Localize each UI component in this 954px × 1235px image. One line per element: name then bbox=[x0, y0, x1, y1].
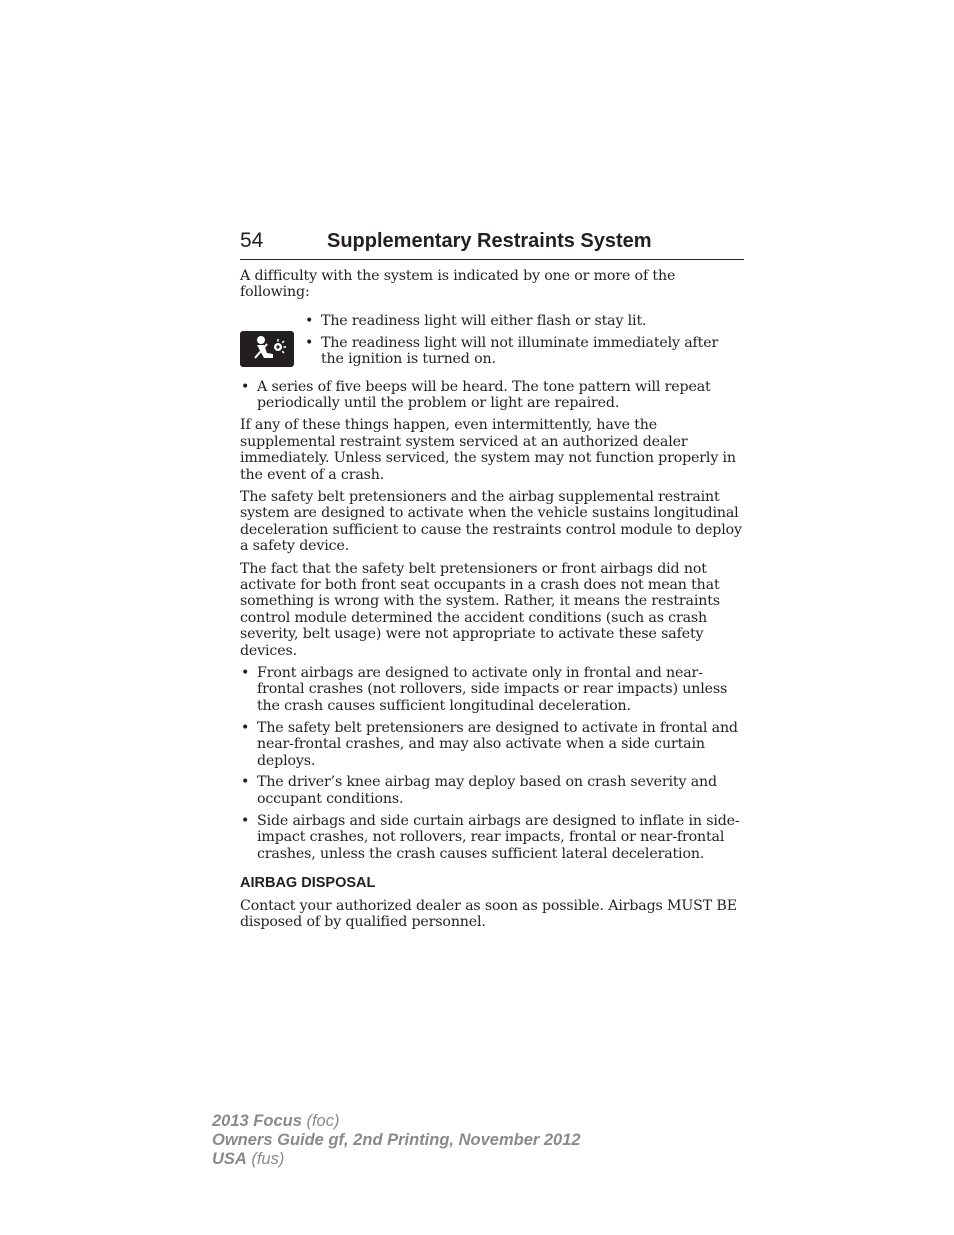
intro-paragraph: A difficulty with the system is indicated by one or more of the following: bbox=[240, 268, 676, 301]
warning-light-block bbox=[240, 307, 744, 373]
beeps-list bbox=[240, 379, 744, 412]
section-title: Supplementary Restraints System bbox=[327, 230, 652, 252]
body-paragraph: If any of these things happen, even intermittently, have the supplemental restraint system serviced at an authorized dealer immediately. Unless serviced, the system may not function properly in the event of a crash. bbox=[240, 417, 736, 483]
footer-line-market bbox=[212, 1150, 581, 1169]
list-item: • Front airbags are designed to activate only in frontal and near-frontal crashes (not rollovers, side impacts or rear impacts) unless the crash causes sufficient longitudinal deceleration. bbox=[240, 665, 744, 714]
body-paragraph: The fact that the safety belt pretensioners or front airbags did not activate for both front seat occupants in a crash does not mean that something is wrong with the system. Rather, it means the restraints control module determined the accident conditions (such as crash severity, belt usage) were not appropriate to activate these safety devices. bbox=[240, 560, 720, 659]
page-footer bbox=[212, 1112, 581, 1169]
list-item: • The readiness light will not illuminate immediately after the ignition is turned on. bbox=[304, 335, 744, 368]
footer-market-code: (fus) bbox=[246, 1150, 285, 1168]
list-item: • The safety belt pretensioners are designed to activate in frontal and near-frontal crashes, and may also activate when a side curtain deploys. bbox=[240, 720, 744, 769]
list-item: • Side airbags and side curtain airbags are designed to inflate in side-impact crashes, not rollovers, rear impacts, frontal or near-frontal crashes, unless the crash causes sufficient lateral deceleration. bbox=[240, 813, 744, 862]
warning-light-list bbox=[304, 313, 744, 373]
airbag-activation-list bbox=[240, 665, 744, 862]
page-header bbox=[240, 229, 744, 260]
list-item: • The driver’s knee airbag may deploy based on crash severity and occupant conditions. bbox=[240, 774, 744, 807]
page-content bbox=[240, 268, 744, 937]
airbag-warning-icon bbox=[240, 331, 294, 367]
footer-printing: Owners Guide gf, 2nd Printing, November 2012 bbox=[212, 1131, 581, 1149]
list-item: • A series of five beeps will be heard. The tone pattern will repeat periodically until the problem or light are repaired. bbox=[240, 379, 744, 412]
footer-line-model bbox=[212, 1112, 581, 1131]
page-number: 54 bbox=[240, 229, 264, 252]
footer-model-code: (foc) bbox=[301, 1112, 340, 1130]
body-paragraph: The safety belt pretensioners and the airbag supplemental restraint system are designed to activate when the vehicle sustains longitudinal deceleration sufficient to cause the restraints control module to deploy a safety device. bbox=[240, 488, 742, 555]
airbag-disposal-text: Contact your authorized dealer as soon as possible. Airbags MUST BE disposed of by qualified personnel. bbox=[240, 898, 737, 931]
footer-model: 2013 Focus bbox=[212, 1112, 302, 1130]
list-item: • The readiness light will either flash or stay lit. bbox=[304, 313, 744, 329]
airbag-disposal-heading: AIRBAG DISPOSAL bbox=[240, 875, 376, 891]
footer-market: USA bbox=[212, 1150, 247, 1168]
